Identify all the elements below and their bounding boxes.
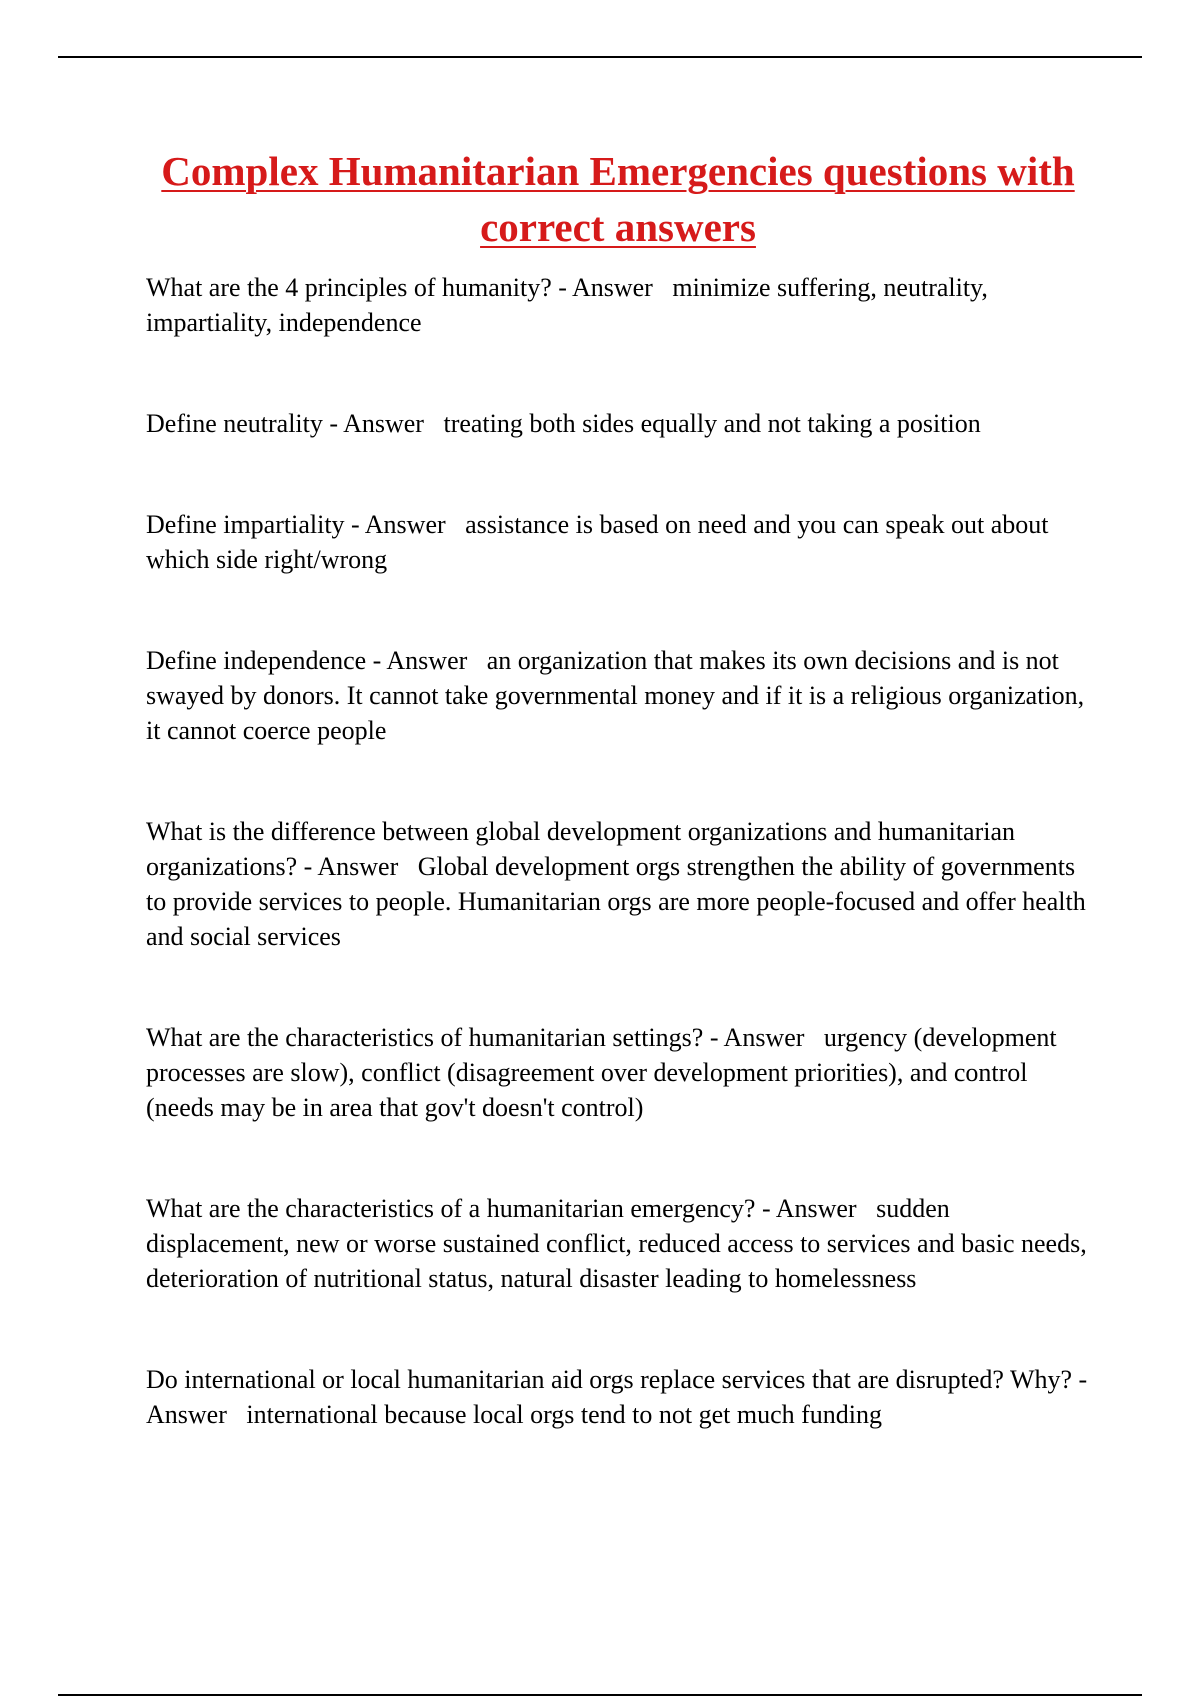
- question-text: What are the characteristics of humanitarian settings?: [146, 1023, 704, 1052]
- answer-separator: - Answer: [366, 646, 487, 675]
- question-text: Define independence: [146, 646, 367, 675]
- qa-item: [146, 643, 1096, 748]
- answer-text: an organization that makes its own decisions and is not swayed by donors. It cannot take governmental money and if it is a religious organization, it cannot coerce people: [146, 646, 1091, 745]
- question-text: What are the 4 principles of humanity?: [146, 273, 552, 302]
- qa-item: [146, 507, 1096, 577]
- qa-item: [146, 406, 1096, 441]
- qa-item: [146, 1020, 1096, 1125]
- question-text: Define impartiality: [146, 510, 345, 539]
- question-text: What is the difference between global development organizations and humanitarian organizations?: [146, 817, 1022, 881]
- qa-item: [146, 1362, 1096, 1432]
- qa-item: [146, 814, 1096, 954]
- qa-list: [146, 270, 1096, 1432]
- answer-text: Global development orgs strengthen the ability of governments to provide services to people. Humanitarian orgs are more people-focused and offer health and social services: [146, 852, 1093, 951]
- question-text: What are the characteristics of a humanitarian emergency?: [146, 1194, 756, 1223]
- bottom-rule: [58, 1694, 1142, 1696]
- answer-text: urgency (development processes are slow), conflict (disagreement over development priorities), and control (needs may be in area that gov't doesn't control): [146, 1023, 1064, 1122]
- answer-text: assistance is based on need and you can speak out about which side right/wrong: [146, 510, 1056, 574]
- top-rule: [58, 56, 1142, 58]
- answer-separator: - Answer: [344, 510, 466, 539]
- answer-separator: - Answer: [297, 852, 418, 881]
- qa-item: [146, 1191, 1096, 1296]
- answer-separator: - Answer: [322, 409, 444, 438]
- question-text: Define neutrality: [146, 409, 323, 438]
- document-title: Complex Humanitarian Emergencies questions with correct answers: [161, 148, 1075, 250]
- answer-separator: - Answer: [551, 273, 673, 302]
- question-text: Do international or local humanitarian aid orgs replace services that are disrupted? Why?: [146, 1365, 1073, 1394]
- answer-text: international because local orgs tend to not get much funding: [246, 1400, 883, 1429]
- answer-text: minimize suffering, neutrality, impartiality, independence: [146, 273, 995, 337]
- answer-separator: - Answer: [703, 1023, 824, 1052]
- answer-text: sudden displacement, new or worse sustained conflict, reduced access to services and basic needs, deterioration of nutritional status, natural disaster leading to homelessness: [146, 1194, 1094, 1293]
- answer-text: treating both sides equally and not taking a position: [443, 409, 981, 438]
- answer-separator: - Answer: [146, 1365, 1093, 1429]
- qa-item: [146, 270, 1096, 340]
- answer-separator: - Answer: [755, 1194, 877, 1223]
